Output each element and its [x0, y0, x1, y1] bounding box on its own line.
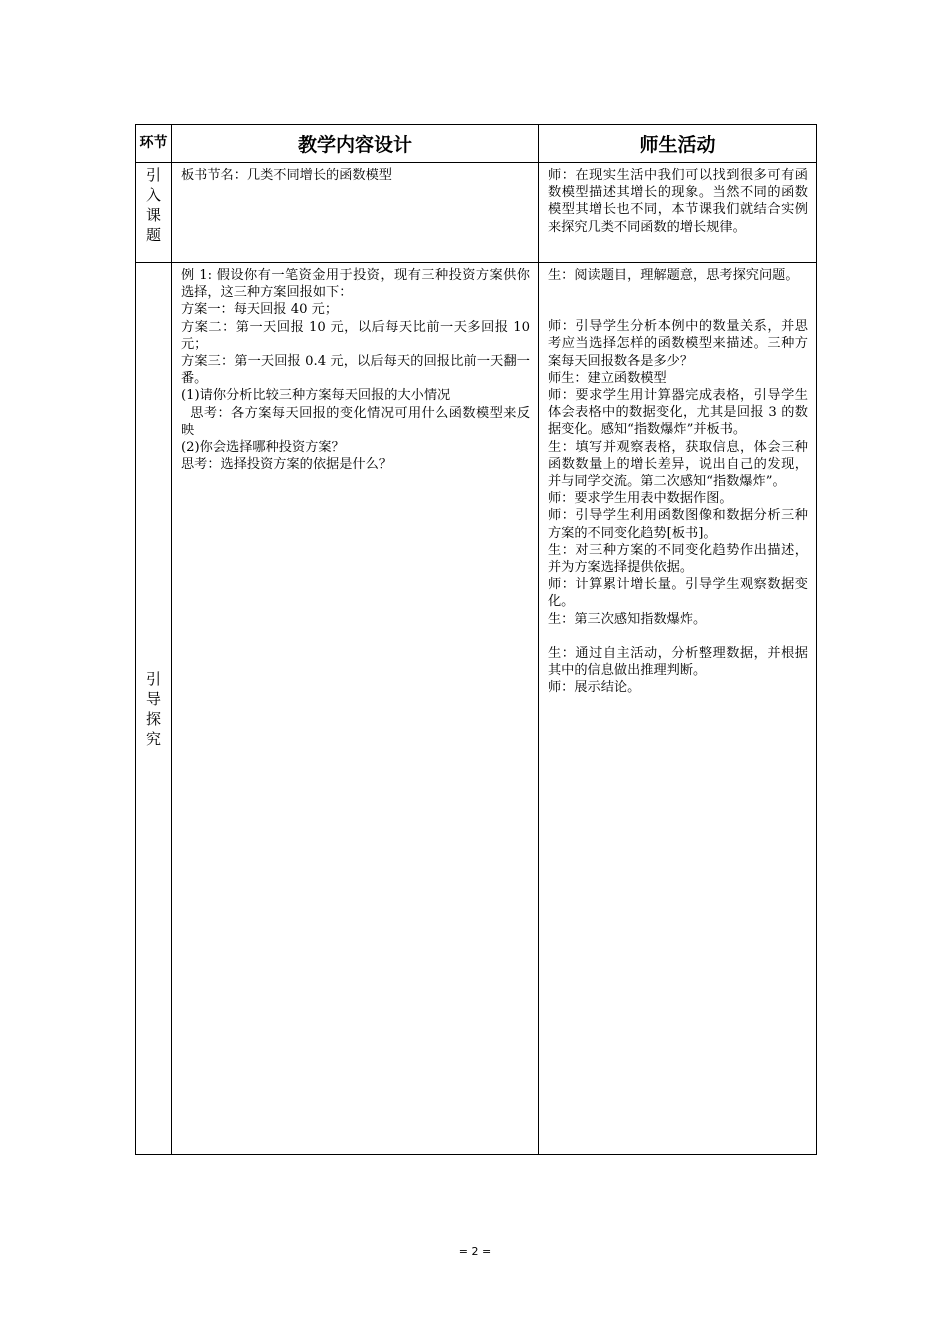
content-line: 思考：各方案每天回报的变化情况可用什么函数模型来反映 — [181, 405, 531, 438]
stage-label-intro: 引入课题 — [145, 166, 161, 244]
content-line: 思考：选择投资方案的依据是什么？ — [181, 457, 392, 473]
lesson-plan-table — [135, 124, 817, 1155]
table-header-row — [136, 125, 817, 163]
content-line: (2)你会选择哪种投资方案？ — [181, 440, 345, 456]
activity-cell-intro — [539, 163, 817, 263]
stage-label-explore: 引导探究 — [145, 669, 161, 748]
content-line: 方案三：第一天回报 0.4 元，以后每天的回报比前一天翻一番。 — [181, 354, 530, 387]
activity-line: 生：填写并观察表格，获取信息，体会三种函数数量上的增长差异，说出自己的发现，并与同学交流。第二次感知“指数爆炸”。 — [548, 439, 808, 490]
header-activity: 师生活动 — [539, 125, 817, 163]
activity-text-explore — [539, 263, 816, 697]
content-cell-explore — [172, 263, 539, 1155]
stage-cell-intro — [136, 163, 172, 263]
content-line: 板书节名：几类不同增长的函数模型 — [181, 168, 392, 183]
activity-line: 生：通过自主活动，分析整理数据，并根据其中的信息做出推理判断。 — [548, 646, 808, 679]
activity-line: 生：阅读题目，理解题意，思考探究问题。 — [548, 268, 799, 283]
content-line: 例 1: 假设你有一笔资金用于投资，现有三种投资方案供你选择，这三种方案回报如下： — [181, 268, 530, 301]
content-cell-intro — [172, 163, 539, 263]
activity-line: 师：在现实生活中我们可以找到很多可有函数模型描述其增长的现象。当然不同的函数模型其增长也不同，本节课我们就结合实例来探究几类不同函数的增长规律。 — [548, 168, 808, 235]
activity-line: 师：引导学生利用函数图像和数据分析三种方案的不同变化趋势[板书]。 — [548, 508, 808, 541]
header-stage — [136, 125, 172, 163]
header-content: 教学内容设计 — [172, 125, 539, 163]
content-line: 方案一：每天回报 40 元； — [181, 302, 339, 318]
content-line: (1)请你分析比较三种方案每天回报的大小情况 — [181, 388, 451, 404]
table-row-intro — [136, 163, 817, 263]
activity-line: 师生：建立函数模型 — [548, 370, 667, 386]
content-text-explore — [172, 263, 538, 473]
blank-line — [548, 628, 808, 645]
content-text-intro — [172, 163, 538, 184]
activity-line: 生：第三次感知指数爆炸。 — [548, 611, 707, 627]
content-line: 方案二：第一天回报 10 元，以后每天比前一天多回报 10 元； — [181, 319, 530, 352]
header-stage-text: 环节 — [139, 135, 168, 151]
activity-text-intro — [539, 163, 816, 236]
activity-line: 师：要求学生用表中数据作图。 — [548, 491, 733, 507]
activity-line: 生：对三种方案的不同变化趋势作出描述，并为方案选择提供依据。 — [548, 542, 808, 576]
page-number: = 2 = — [458, 1245, 492, 1258]
stage-cell-explore — [136, 263, 172, 1155]
activity-line: 师：展示结论。 — [548, 680, 641, 696]
table-row-explore — [136, 263, 817, 1155]
blank-line — [548, 284, 808, 318]
activity-cell-explore — [539, 263, 817, 1155]
activity-line: 师：引导学生分析本例中的数量关系，并思考应当选择怎样的函数模型来描述。三种方案每天回报数各是多少？ — [548, 319, 808, 369]
activity-line: 师：要求学生用计算器完成表格，引导学生体会表格中的数据变化，尤其是回报 3 的数据变化。感知“指数爆炸”并板书。 — [548, 388, 808, 438]
activity-line: 师：计算累计增长量。引导学生观察数据变化。 — [548, 577, 808, 610]
